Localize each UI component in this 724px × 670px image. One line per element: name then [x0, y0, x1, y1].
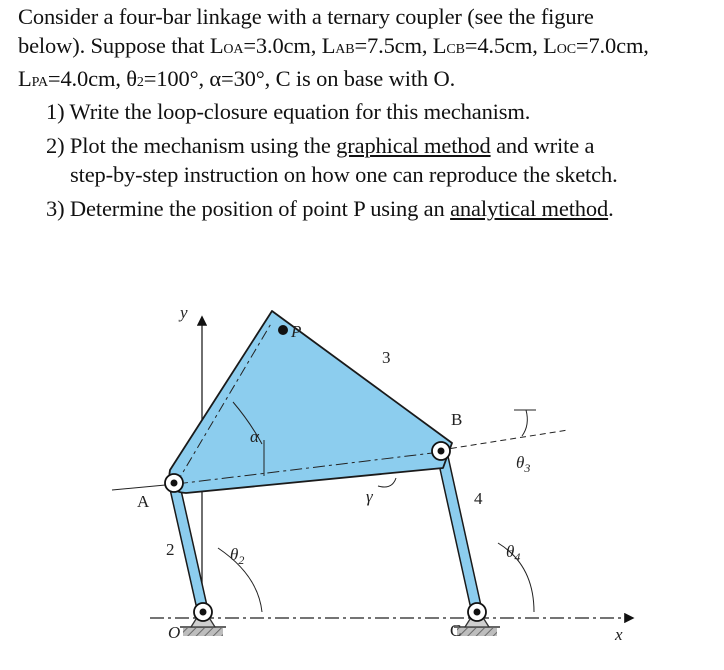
joint-o [194, 603, 212, 621]
coupler-link [169, 311, 452, 493]
label-link-3: 3 [382, 348, 391, 367]
intro-line-2: below). Suppose that LOA=3.0cm, LAB=7.5cm, LCB=4.5cm, LOC=7.0cm, [18, 33, 649, 58]
intro-line-3: LPA=4.0cm, θ2=100°, α=30°, C is on base with O. [18, 66, 456, 91]
label-theta3: $\theta_3$ [516, 453, 531, 475]
label-y: y [180, 303, 188, 322]
label-p: P [291, 322, 302, 341]
label-theta2: $\theta_2$ [230, 545, 245, 567]
joint-a [165, 474, 183, 492]
analytical-method-link: analytical method [450, 196, 609, 221]
link-2 [174, 483, 203, 612]
theta3-arc [522, 410, 527, 436]
label-link-4: 4 [474, 489, 483, 508]
label-b: B [451, 410, 463, 429]
label-x: x [615, 625, 623, 644]
label-gamma: γ [366, 487, 373, 506]
label-a: A [137, 492, 150, 511]
label-c: C [450, 621, 462, 640]
graphical-method-link: graphical method [336, 133, 491, 158]
link-4 [441, 449, 477, 612]
b-extension [441, 430, 568, 450]
label-o: O [168, 623, 181, 642]
question-1: 1) Write the loop-closure equation for this mechanism. [46, 99, 531, 124]
joint-c [468, 603, 486, 621]
label-theta4: $\theta_4$ [506, 542, 521, 564]
point-p [278, 325, 288, 335]
label-link-2: 2 [166, 540, 175, 559]
intro-line-1: Consider a four-bar linkage with a ternary coupler (see the figure [18, 4, 594, 29]
question-3: 3) Determine the position of point P using an analytical method. [46, 196, 614, 221]
question-2: 2) Plot the mechanism using the graphical method and write a [46, 133, 595, 158]
label-alpha: α [250, 427, 259, 446]
question-2-cont: step-by-step instruction on how one can reproduce the sketch. [70, 162, 618, 187]
joint-b [432, 442, 450, 460]
gamma-arc [378, 478, 396, 487]
